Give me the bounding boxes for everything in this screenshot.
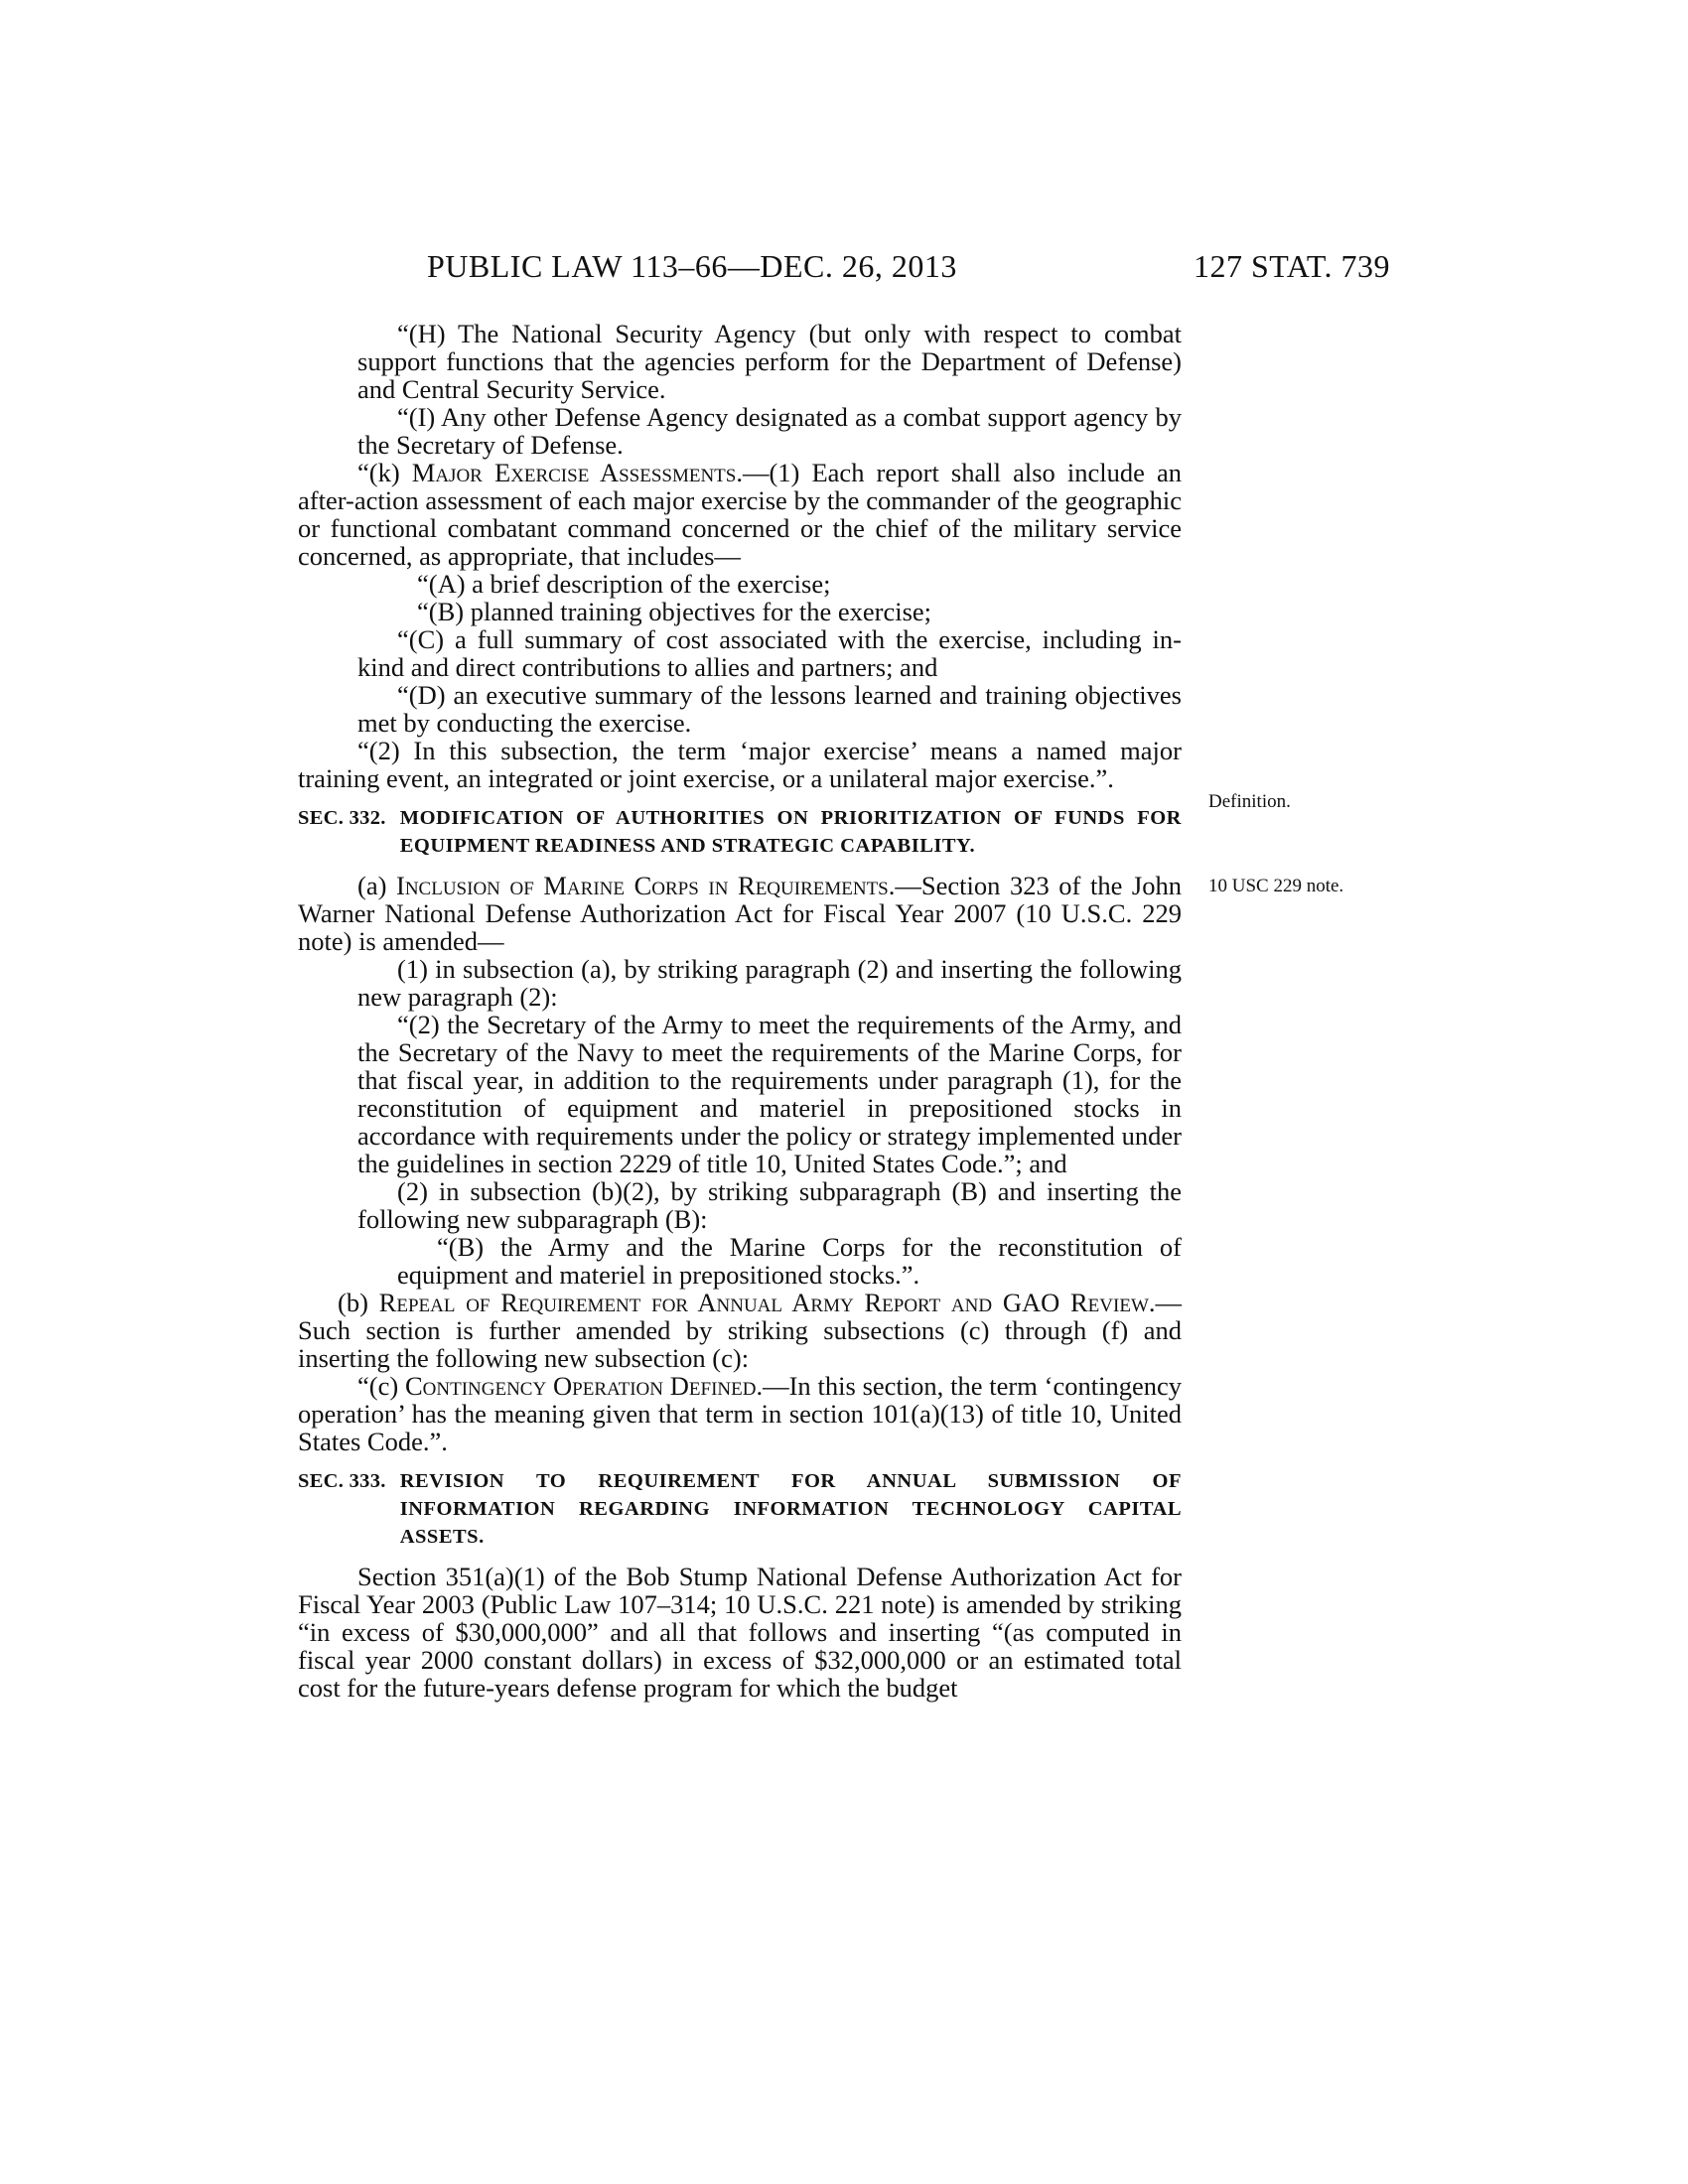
page-body <box>298 320 1182 1702</box>
quoted-paragraph-2: “(2) the Secretary of the Army to meet the requirements of the Army, and the Secretary of the Navy to meet the requirements of the Marine Corps, for that fiscal year, in addition to the requirements under paragraph (1), for the reconstitution of equipment and materiel in prepositioned stocks in accordance with requirements under the policy or strategy implemented under the guidelines in section 2229 of title 10, United States Code.”; and <box>357 1010 1182 1178</box>
section-333-heading <box>298 1467 1182 1551</box>
page-number: 127 STAT. 739 <box>1193 248 1390 284</box>
paragraph-a-2: (2) in subsection (b)(2), by striking subparagraph (B) and inserting the following new subparagraph (B): <box>357 1176 1182 1234</box>
section-332-number: SEC. 332. <box>298 807 386 829</box>
section-332-title: MODIFICATION OF AUTHORITIES ON PRIORITIZATION OF FUNDS FOR EQUIPMENT READINESS AND STRATEGIC CAPABILITY. <box>399 807 1182 857</box>
page-header <box>298 248 1390 288</box>
margin-note-definition: Definition. <box>1208 791 1291 812</box>
subsection-a-heading: Inclusion of Marine Corps in Requirements <box>396 871 889 900</box>
quoted-subparagraph-b: “(B) the Army and the Marine Corps for the reconstitution of equipment and materiel in prepositioned stocks.”. <box>397 1232 1182 1290</box>
paragraph-i: “(I) Any other Defense Agency designated as a combat support agency by the Secretary of Defense. <box>357 402 1182 460</box>
subsection-a: (a) Inclusion of Marine Corps in Requirements.—Section 323 of the John Warner National Defense Authorization Act for Fiscal Year 2007 (10 U.S.C. 229 note) is amended— <box>298 871 1182 956</box>
section-332-heading <box>298 804 1182 860</box>
section-333-body: Section 351(a)(1) of the Bob Stump National Defense Authorization Act for Fiscal Year 2003 (Public Law 107–314; 10 U.S.C. 221 note) is amended by striking “in excess of $30,000,000” and all that follows and inserting “(as computed in fiscal year 2000 constant dollars) in excess of $32,000,000 or an estimated total cost for the future-years defense program for which the budget <box>298 1562 1182 1703</box>
paragraph-h: “(H) The National Security Agency (but only with respect to combat support functions that the agencies perform for the Department of Defense) and Central Security Service. <box>357 319 1182 404</box>
subsection-c-heading: Contingency Operation Defined <box>404 1371 757 1401</box>
subparagraph-b: “(B) planned training objectives for the exercise; <box>417 597 932 626</box>
quoted-subsection-c: “(c) Contingency Operation Defined.—In this section, the term ‘contingency operation’ has the meaning given that term in section 101(a)(13) of title 10, United States Code.”. <box>298 1371 1182 1456</box>
paragraph-2-definition: “(2) In this subsection, the term ‘major exercise’ means a named major training event, an integrated or joint exercise, or a unilateral major exercise.”. <box>298 736 1182 793</box>
margin-note-usc: 10 USC 229 note. <box>1208 876 1344 896</box>
subparagraph-c: “(C) a full summary of cost associated with the exercise, including in-kind and direct contributions to allies and partners; and <box>357 624 1182 682</box>
subparagraph-a: “(A) a brief description of the exercise; <box>417 569 831 599</box>
subsection-b-heading: Repeal of Requirement for Annual Army Report and GAO Review <box>378 1288 1149 1317</box>
subsection-b: (b) Repeal of Requirement for Annual Army Report and GAO Review.—Such section is further amended by striking subsections (c) through (f) and inserting the following new subsection (c): <box>298 1288 1182 1373</box>
subsection-k-heading: Major Exercise Assessments <box>411 458 737 487</box>
running-head: PUBLIC LAW 113–66—DEC. 26, 2013 <box>427 248 957 284</box>
paragraph-a-1: (1) in subsection (a), by striking paragraph (2) and inserting the following new paragraph (2): <box>357 954 1182 1012</box>
subsection-k: “(k) Major Exercise Assessments.—(1) Each report shall also include an after-action assessment of each major exercise by the commander of the geographic or functional combatant command concerned or the chief of the military service concerned, as appropriate, that includes— <box>298 458 1182 571</box>
subparagraph-d: “(D) an executive summary of the lessons learned and training objectives met by conducting the exercise. <box>357 680 1182 738</box>
section-333-title: REVISION TO REQUIREMENT FOR ANNUAL SUBMISSION OF INFORMATION REGARDING INFORMATION TECHNOLOGY CAPITAL ASSETS. <box>399 1470 1182 1548</box>
section-333-number: SEC. 333. <box>298 1470 386 1492</box>
